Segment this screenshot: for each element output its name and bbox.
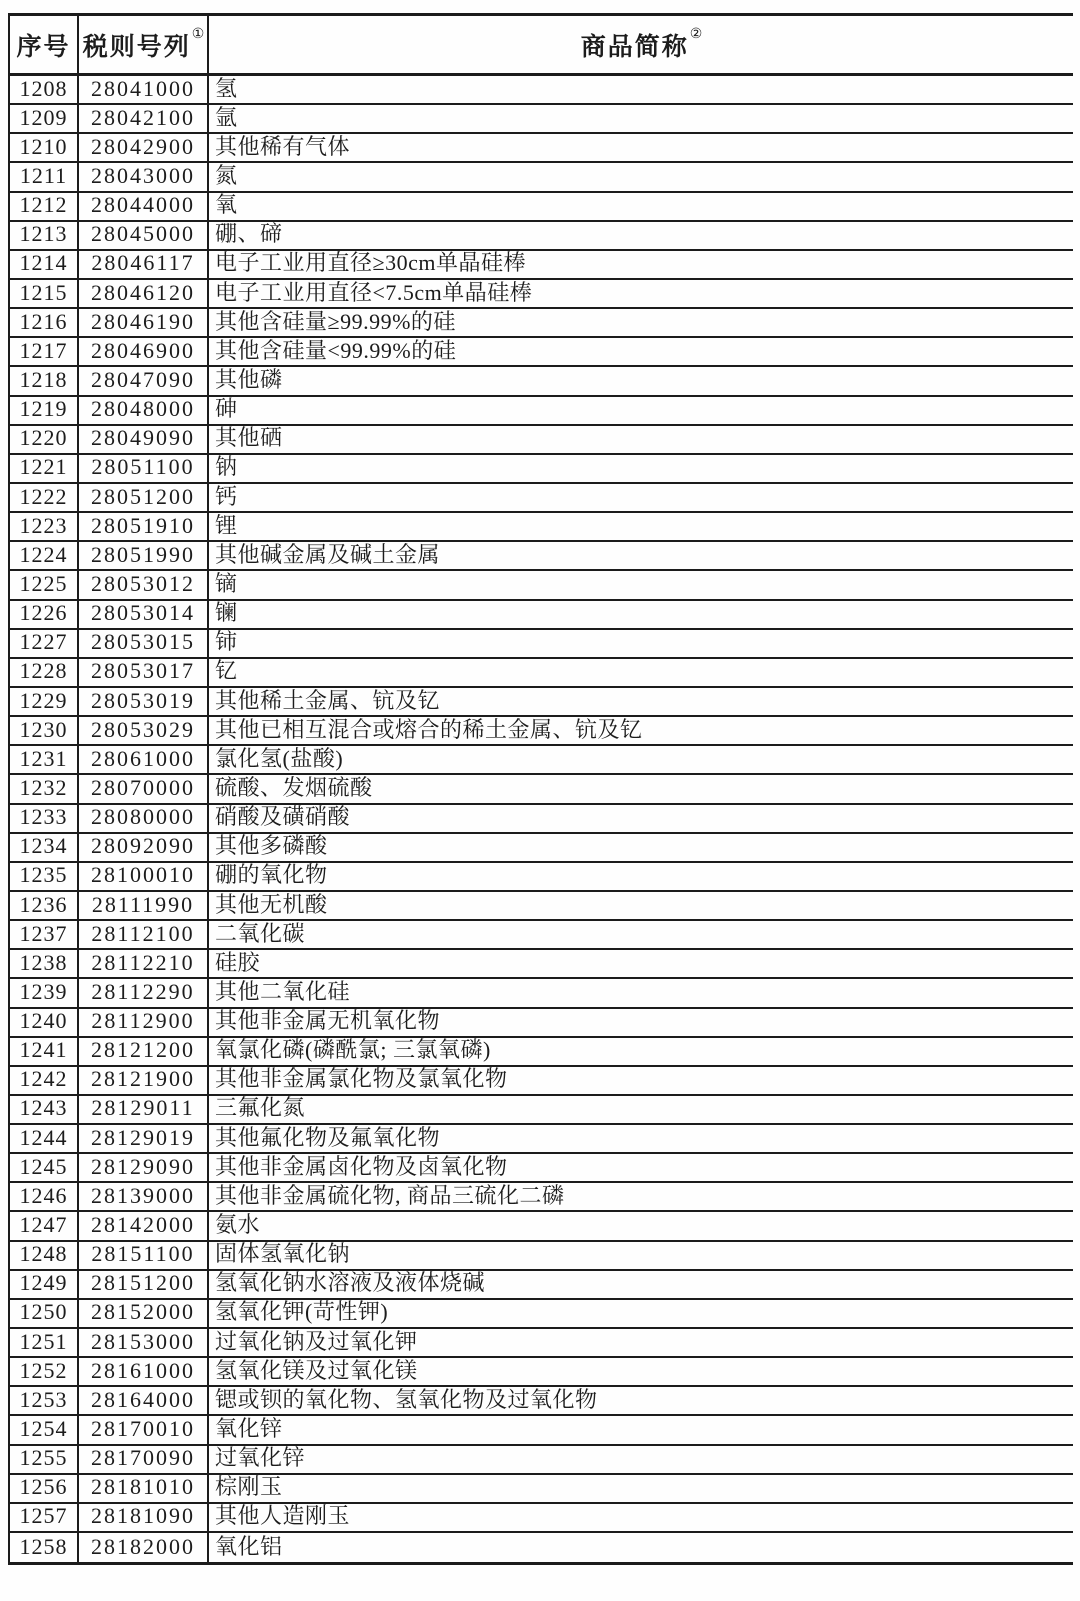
table-row xyxy=(10,1475,1073,1504)
tariff-code-cell: 28112900 xyxy=(79,1009,209,1036)
tariff-code-cell: 28053012 xyxy=(79,571,209,598)
product-name-cell: 其他稀有气体 xyxy=(215,134,351,159)
tariff-code-cell: 28142000 xyxy=(79,1212,209,1239)
table-row xyxy=(10,1096,1073,1125)
product-name-cell: 其他含硅量≥99.99%的硅 xyxy=(215,309,456,334)
product-name-cell: 氯化氢(盐酸) xyxy=(215,746,344,771)
serial-number-cell: 1225 xyxy=(10,571,79,598)
table-row xyxy=(10,222,1073,251)
serial-number-cell: 1242 xyxy=(10,1067,79,1094)
table-row xyxy=(10,1242,1073,1271)
tariff-code-cell: 28139000 xyxy=(79,1183,209,1210)
tariff-code-cell: 28181090 xyxy=(79,1504,209,1531)
serial-number-cell: 1218 xyxy=(10,367,79,394)
column-header-tariff-code xyxy=(79,16,209,73)
footnote-2-icon: ② xyxy=(689,27,703,42)
product-name-cell: 二氧化碳 xyxy=(215,921,306,946)
product-name-cell: 硝酸及磺硝酸 xyxy=(215,804,351,830)
tariff-table xyxy=(8,13,1073,1565)
table-row xyxy=(10,892,1073,921)
serial-number-cell: 1234 xyxy=(10,834,79,861)
table-row xyxy=(10,513,1073,542)
tariff-code-cell: 28100010 xyxy=(79,863,209,890)
table-row xyxy=(10,1387,1073,1416)
serial-number-cell: 1250 xyxy=(10,1300,79,1327)
serial-number-cell: 1210 xyxy=(10,134,79,161)
table-header-row xyxy=(10,16,1073,76)
table-row xyxy=(10,542,1073,571)
tariff-code-cell: 28053029 xyxy=(79,717,209,744)
serial-number-cell: 1238 xyxy=(10,950,79,977)
table-row xyxy=(10,134,1073,163)
product-name-cell: 其他无机酸 xyxy=(215,891,328,917)
table-row xyxy=(10,863,1073,892)
product-name-cell: 三氟化氮 xyxy=(215,1095,306,1121)
serial-number-cell: 1208 xyxy=(10,76,79,103)
table-row xyxy=(10,280,1073,309)
tariff-code-cell: 28153000 xyxy=(79,1329,209,1356)
tariff-code-cell: 28070000 xyxy=(79,775,209,802)
product-name-cell: 氢 xyxy=(215,76,238,101)
serial-number-cell: 1256 xyxy=(10,1475,79,1502)
product-name-cell: 其他二氧化硅 xyxy=(215,979,351,1004)
tariff-code-cell: 28092090 xyxy=(79,834,209,861)
product-name-cell: 钠 xyxy=(215,454,238,480)
serial-number-cell: 1213 xyxy=(10,222,79,249)
product-name-cell: 其他非金属硫化物, 商品三硫化二磷 xyxy=(215,1183,565,1208)
serial-number-cell: 1214 xyxy=(10,251,79,278)
column-header-serial-label: 序号 xyxy=(16,33,71,61)
serial-number-cell: 1222 xyxy=(10,484,79,511)
tariff-code-cell: 28051100 xyxy=(79,455,209,482)
serial-number-cell: 1248 xyxy=(10,1242,79,1269)
serial-number-cell: 1252 xyxy=(10,1358,79,1385)
tariff-code-cell: 28043000 xyxy=(79,163,209,190)
table-row xyxy=(10,484,1073,513)
product-name-cell: 氧氯化磷(磷酰氯; 三氯氧磷) xyxy=(215,1037,491,1063)
product-name-cell: 氧化铝 xyxy=(215,1533,283,1559)
tariff-code-cell: 28164000 xyxy=(79,1387,209,1414)
serial-number-cell: 1209 xyxy=(10,105,79,132)
product-name-cell: 镝 xyxy=(215,571,238,596)
serial-number-cell: 1246 xyxy=(10,1183,79,1210)
table-row xyxy=(10,746,1073,775)
tariff-code-cell: 28151200 xyxy=(79,1271,209,1298)
product-name-cell: 镧 xyxy=(215,600,238,626)
table-row xyxy=(10,1067,1073,1096)
table-row xyxy=(10,426,1073,455)
table-row xyxy=(10,805,1073,834)
table-row xyxy=(10,601,1073,630)
serial-number-cell: 1247 xyxy=(10,1212,79,1239)
product-name-cell: 氧 xyxy=(215,192,238,218)
tariff-code-cell: 28046117 xyxy=(79,251,209,278)
product-name-cell: 其他稀土金属、钪及钇 xyxy=(215,687,441,713)
tariff-code-cell: 28080000 xyxy=(79,805,209,832)
table-row xyxy=(10,455,1073,484)
table-row xyxy=(10,717,1073,746)
serial-number-cell: 1211 xyxy=(10,163,79,190)
tariff-code-cell: 28042900 xyxy=(79,134,209,161)
serial-number-cell: 1245 xyxy=(10,1154,79,1181)
table-row xyxy=(10,775,1073,804)
product-name-cell: 砷 xyxy=(215,396,238,422)
tariff-code-cell: 28042100 xyxy=(79,105,209,132)
serial-number-cell: 1230 xyxy=(10,717,79,744)
tariff-code-cell: 28041000 xyxy=(79,76,209,103)
product-name-cell: 氢氧化镁及过氧化镁 xyxy=(215,1358,418,1383)
product-name-cell: 锶或钡的氧化物、氢氧化物及过氧化物 xyxy=(215,1387,598,1412)
table-row xyxy=(10,1329,1073,1358)
product-name-cell: 硼、碲 xyxy=(215,221,283,247)
product-name-cell: 氢氧化钠水溶液及液体烧碱 xyxy=(215,1270,486,1296)
serial-number-cell: 1220 xyxy=(10,426,79,453)
product-name-cell: 过氧化钠及过氧化钾 xyxy=(215,1329,418,1354)
table-row xyxy=(10,1358,1073,1387)
table-body xyxy=(10,76,1073,1562)
serial-number-cell: 1224 xyxy=(10,542,79,569)
table-row xyxy=(10,1212,1073,1241)
table-row xyxy=(10,979,1073,1008)
table-row xyxy=(10,1183,1073,1212)
column-header-product-name xyxy=(209,16,1073,73)
tariff-code-cell: 28049090 xyxy=(79,426,209,453)
table-row xyxy=(10,571,1073,600)
tariff-code-cell: 28046900 xyxy=(79,338,209,365)
serial-number-cell: 1240 xyxy=(10,1009,79,1036)
table-row xyxy=(10,1271,1073,1300)
tariff-code-cell: 28051910 xyxy=(79,513,209,540)
serial-number-cell: 1244 xyxy=(10,1125,79,1152)
product-name-cell: 氨水 xyxy=(215,1212,261,1238)
tariff-code-cell: 28048000 xyxy=(79,397,209,424)
table-row xyxy=(10,1446,1073,1475)
tariff-code-cell: 28129011 xyxy=(79,1096,209,1123)
tariff-code-cell: 28181010 xyxy=(79,1475,209,1502)
product-name-cell: 固体氢氧化钠 xyxy=(215,1241,351,1267)
serial-number-cell: 1216 xyxy=(10,309,79,336)
column-header-tariff-code-label: 税则号列 xyxy=(82,33,191,61)
product-name-cell: 氩 xyxy=(215,105,238,130)
product-name-cell: 其他磷 xyxy=(215,367,283,392)
table-row xyxy=(10,76,1073,105)
tariff-code-cell: 28045000 xyxy=(79,222,209,249)
tariff-code-cell: 28111990 xyxy=(79,892,209,919)
product-name-cell: 硼的氧化物 xyxy=(215,862,328,888)
tariff-code-cell: 28121900 xyxy=(79,1067,209,1094)
product-name-cell: 电子工业用直径≥30cm单晶硅棒 xyxy=(215,250,526,276)
product-name-cell: 其他碱金属及碱土金属 xyxy=(215,542,441,567)
table-row xyxy=(10,338,1073,367)
table-row xyxy=(10,397,1073,426)
serial-number-cell: 1215 xyxy=(10,280,79,307)
product-name-cell: 其他非金属卤化物及卤氧化物 xyxy=(215,1154,508,1179)
product-name-cell: 铈 xyxy=(215,629,238,655)
tariff-code-cell: 28112210 xyxy=(79,950,209,977)
serial-number-cell: 1232 xyxy=(10,775,79,802)
tariff-code-cell: 28046120 xyxy=(79,280,209,307)
product-name-cell: 其他人造刚玉 xyxy=(215,1503,351,1529)
table-row xyxy=(10,950,1073,979)
serial-number-cell: 1236 xyxy=(10,892,79,919)
serial-number-cell: 1235 xyxy=(10,863,79,890)
table-row xyxy=(10,834,1073,863)
serial-number-cell: 1254 xyxy=(10,1416,79,1443)
serial-number-cell: 1212 xyxy=(10,193,79,220)
product-name-cell: 其他非金属无机氧化物 xyxy=(215,1008,441,1034)
table-row xyxy=(10,1504,1073,1533)
serial-number-cell: 1243 xyxy=(10,1096,79,1123)
product-name-cell: 硅胶 xyxy=(215,950,261,975)
footnote-1-icon: ① xyxy=(191,27,205,42)
tariff-code-cell: 28044000 xyxy=(79,193,209,220)
serial-number-cell: 1239 xyxy=(10,979,79,1006)
column-header-serial-number xyxy=(10,16,79,73)
serial-number-cell: 1219 xyxy=(10,397,79,424)
table-row xyxy=(10,1038,1073,1067)
product-name-cell: 其他已相互混合或熔合的稀土金属、钪及钇 xyxy=(215,717,643,742)
table-row xyxy=(10,1533,1073,1562)
product-name-cell: 其他硒 xyxy=(215,425,283,451)
tariff-code-cell: 28046190 xyxy=(79,309,209,336)
table-row xyxy=(10,367,1073,396)
product-name-cell: 氧化锌 xyxy=(215,1416,283,1442)
serial-number-cell: 1255 xyxy=(10,1446,79,1473)
table-row xyxy=(10,309,1073,338)
tariff-code-cell: 28053019 xyxy=(79,688,209,715)
table-row xyxy=(10,1416,1073,1445)
tariff-code-cell: 28152000 xyxy=(79,1300,209,1327)
table-row xyxy=(10,251,1073,280)
tariff-code-cell: 28170090 xyxy=(79,1446,209,1473)
product-name-cell: 锂 xyxy=(215,513,238,538)
serial-number-cell: 1226 xyxy=(10,601,79,628)
tariff-code-cell: 28182000 xyxy=(79,1533,209,1562)
tariff-code-cell: 28161000 xyxy=(79,1358,209,1385)
table-row xyxy=(10,193,1073,222)
table-row xyxy=(10,1154,1073,1183)
product-name-cell: 过氧化锌 xyxy=(215,1445,306,1471)
serial-number-cell: 1223 xyxy=(10,513,79,540)
table-row xyxy=(10,659,1073,688)
serial-number-cell: 1228 xyxy=(10,659,79,686)
serial-number-cell: 1227 xyxy=(10,630,79,657)
tariff-code-cell: 28053014 xyxy=(79,601,209,628)
serial-number-cell: 1221 xyxy=(10,455,79,482)
table-row xyxy=(10,105,1073,134)
product-name-cell: 钙 xyxy=(215,483,238,509)
tariff-code-cell: 28129090 xyxy=(79,1154,209,1181)
product-name-cell: 氮 xyxy=(215,163,238,188)
tariff-code-cell: 28151100 xyxy=(79,1242,209,1269)
serial-number-cell: 1258 xyxy=(10,1533,79,1562)
product-name-cell: 其他含硅量<99.99%的硅 xyxy=(215,338,457,363)
product-name-cell: 氢氧化钾(苛性钾) xyxy=(215,1299,389,1325)
tariff-code-cell: 28053017 xyxy=(79,659,209,686)
serial-number-cell: 1253 xyxy=(10,1387,79,1414)
table-row xyxy=(10,1300,1073,1329)
tariff-code-cell: 28053015 xyxy=(79,630,209,657)
product-name-cell: 钇 xyxy=(215,658,238,684)
tariff-code-cell: 28170010 xyxy=(79,1416,209,1443)
product-name-cell: 其他氟化物及氟氧化物 xyxy=(215,1125,441,1150)
serial-number-cell: 1249 xyxy=(10,1271,79,1298)
table-row xyxy=(10,688,1073,717)
product-name-cell: 硫酸、发烟硫酸 xyxy=(215,775,373,800)
serial-number-cell: 1251 xyxy=(10,1329,79,1356)
tariff-code-cell: 28061000 xyxy=(79,746,209,773)
tariff-code-cell: 28047090 xyxy=(79,367,209,394)
serial-number-cell: 1237 xyxy=(10,921,79,948)
product-name-cell: 棕刚玉 xyxy=(215,1474,283,1500)
serial-number-cell: 1229 xyxy=(10,688,79,715)
serial-number-cell: 1231 xyxy=(10,746,79,773)
table-row xyxy=(10,163,1073,192)
serial-number-cell: 1257 xyxy=(10,1504,79,1531)
tariff-code-cell: 28051200 xyxy=(79,484,209,511)
column-header-product-name-label: 商品简称 xyxy=(580,33,689,61)
tariff-code-cell: 28112290 xyxy=(79,979,209,1006)
serial-number-cell: 1233 xyxy=(10,805,79,832)
tariff-code-cell: 28121200 xyxy=(79,1038,209,1065)
tariff-code-cell: 28129019 xyxy=(79,1125,209,1152)
tariff-code-cell: 28112100 xyxy=(79,921,209,948)
table-row xyxy=(10,1125,1073,1154)
serial-number-cell: 1217 xyxy=(10,338,79,365)
table-row xyxy=(10,630,1073,659)
table-row xyxy=(10,921,1073,950)
tariff-code-cell: 28051990 xyxy=(79,542,209,569)
product-name-cell: 电子工业用直径<7.5cm单晶硅棒 xyxy=(215,279,533,305)
product-name-cell: 其他多磷酸 xyxy=(215,833,328,859)
serial-number-cell: 1241 xyxy=(10,1038,79,1065)
table-row xyxy=(10,1009,1073,1038)
product-name-cell: 其他非金属氯化物及氯氧化物 xyxy=(215,1066,508,1092)
